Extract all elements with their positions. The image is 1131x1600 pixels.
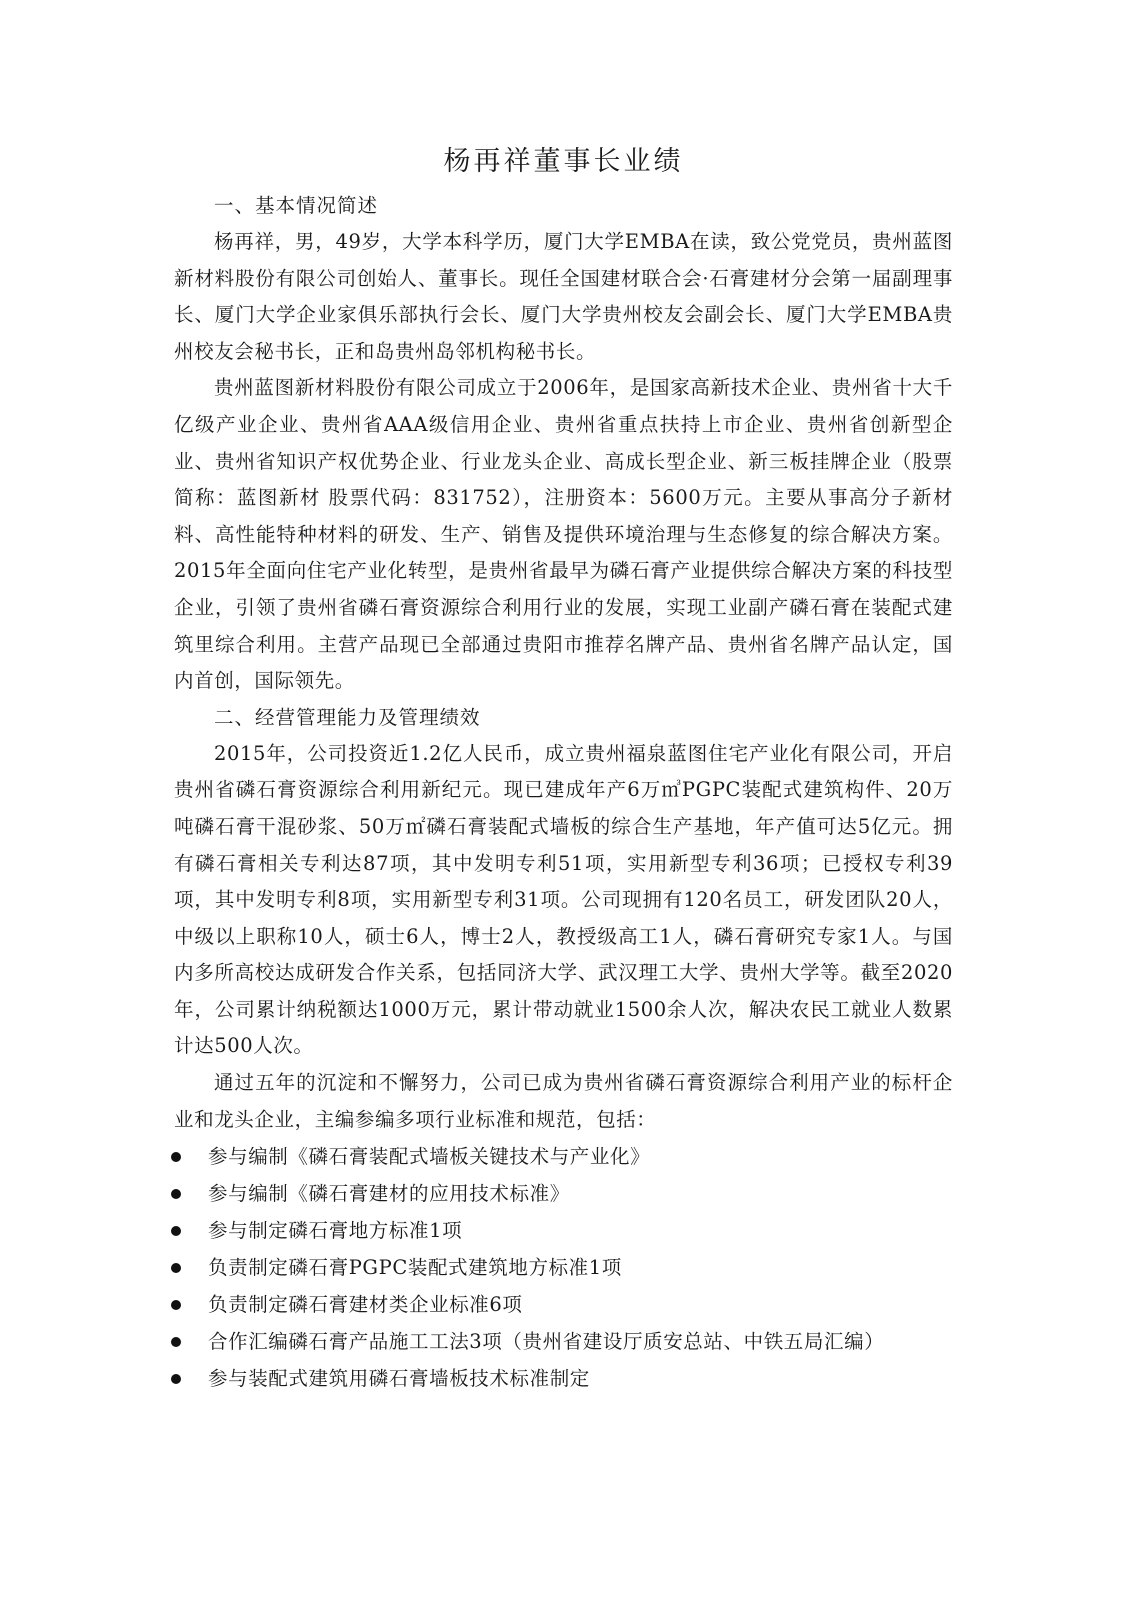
bullet-icon bbox=[171, 1300, 181, 1310]
list-item bbox=[174, 1323, 953, 1360]
list-item bbox=[174, 1138, 953, 1175]
list-item-text: 合作汇编磷石膏产品施工工法3项（贵州省建设厅质安总站、中铁五局汇编） bbox=[208, 1330, 885, 1354]
list-item-text: 参与制定磷石膏地方标准1项 bbox=[208, 1219, 463, 1243]
section-heading-basic-info: 一、基本情况简述 bbox=[214, 194, 379, 217]
list-item bbox=[174, 1249, 953, 1286]
bullet-icon bbox=[171, 1337, 181, 1347]
paragraph-achievements-intro: 通过五年的沉淀和不懈努力，公司已成为贵州省磷石膏资源综合利用产业的标杆企业和龙头企业，主编参编多项行业标准和规范，包括： bbox=[174, 1071, 953, 1131]
list-item-text: 参与编制《磷石膏装配式墙板关键技术与产业化》 bbox=[208, 1145, 651, 1169]
bullet-icon bbox=[171, 1263, 181, 1273]
list-item bbox=[174, 1286, 953, 1323]
list-item-text: 参与装配式建筑用磷石膏墙板技术标准制定 bbox=[208, 1367, 590, 1391]
bullet-icon bbox=[171, 1226, 181, 1236]
paragraph-personal-profile: 杨再祥，男，49岁，大学本科学历，厦门大学EMBA在读，致公党党员，贵州蓝图新材料股份有限公司创始人、董事长。现任全国建材联合会·石膏建材分会第一届副理事长、厦门大学企业家俱乐部执行会长、厦门大学贵州校友会副会长、厦门大学EMBA贵州校友会秘书长，正和岛贵州岛邻机构秘书长。 bbox=[174, 230, 953, 363]
bullet-icon bbox=[171, 1152, 181, 1162]
paragraph-company-profile: 贵州蓝图新材料股份有限公司成立于2006年，是国家高新技术企业、贵州省十大千亿级产业企业、贵州省AAA级信用企业、贵州省重点扶持上市企业、贵州省创新型企业、贵州省知识产权优势企业、行业龙头企业、高成长型企业、新三板挂牌企业（股票简称：蓝图新材 股票代码：831752），注册资本：5600万元。主要从事高分子新材料、高性能特种材料的研发、生产、销售及提供环境治理与生态修复的综合解决方案。2015年全面向住宅产业化转型，是贵州省最早为磷石膏产业提供综合解决方案的科技型企业，引领了贵州省磷石膏资源综合利用行业的发展，实现工业副产磷石膏在装配式建筑里综合利用。主营产品现已全部通过贵阳市推荐名牌产品、贵州省名牌产品认定，国内首创，国际领先。 bbox=[174, 376, 953, 693]
standards-list bbox=[174, 1138, 953, 1397]
list-item bbox=[174, 1212, 953, 1249]
bullet-icon bbox=[171, 1374, 181, 1384]
paragraph-investment: 2015年，公司投资近1.2亿人民币，成立贵州福泉蓝图住宅产业化有限公司，开启贵州省磷石膏资源综合利用新纪元。现已建成年产6万㎥PGPC装配式建筑构件、20万吨磷石膏干混砂浆、50万㎡磷石膏装配式墙板的综合生产基地，年产值可达5亿元。拥有磷石膏相关专利达87项，其中发明专利51项，实用新型专利36项；已授权专利39项，其中发明专利8项，实用新型专利31项。公司现拥有120名员工，研发团队20人，中级以上职称10人，硕士6人，博士2人，教授级高工1人，磷石膏研究专家1人。与国内多所高校达成研发合作关系，包括同济大学、武汉理工大学、贵州大学等。截至2020年，公司累计纳税额达1000万元，累计带动就业1500余人次，解决农民工就业人数累计达500人次。 bbox=[174, 741, 953, 1058]
list-item-text: 负责制定磷石膏建材类企业标准6项 bbox=[208, 1293, 523, 1317]
bullet-icon bbox=[171, 1189, 181, 1199]
document-title: 杨再祥董事长业绩 bbox=[443, 146, 684, 177]
list-item-text: 参与编制《磷石膏建材的应用技术标准》 bbox=[208, 1182, 570, 1206]
list-item-text: 负责制定磷石膏PGPC装配式建筑地方标准1项 bbox=[208, 1256, 622, 1280]
list-item bbox=[174, 1175, 953, 1212]
section-heading-management: 二、经营管理能力及管理绩效 bbox=[214, 705, 481, 729]
list-item bbox=[174, 1360, 953, 1397]
